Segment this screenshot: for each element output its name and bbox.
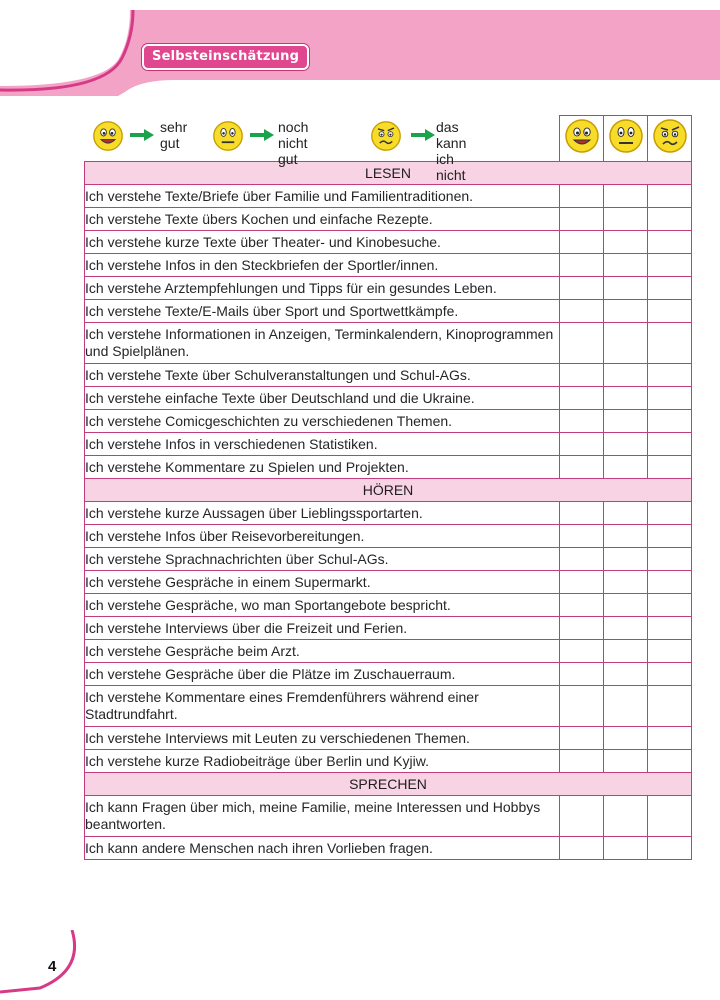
section-title: LESEN bbox=[85, 162, 692, 185]
table-body bbox=[85, 162, 692, 860]
rating-cell-happy[interactable] bbox=[560, 254, 604, 277]
statement-text: Ich verstehe Texte über Schulveranstaltungen und Schul-AGs. bbox=[85, 364, 560, 387]
rating-cell-neutral[interactable] bbox=[604, 277, 648, 300]
statement-text: Ich verstehe Infos über Reisevorbereitungen. bbox=[85, 525, 560, 548]
rating-cell-confused[interactable] bbox=[648, 617, 692, 640]
rating-cell-happy[interactable] bbox=[560, 525, 604, 548]
rating-cell-happy[interactable] bbox=[560, 185, 604, 208]
rating-cell-confused[interactable] bbox=[648, 433, 692, 456]
rating-cell-happy[interactable] bbox=[560, 663, 604, 686]
confused-face-icon bbox=[652, 118, 688, 154]
section-header-row bbox=[85, 162, 692, 185]
neutral-face-icon bbox=[212, 120, 244, 152]
statement-text: Ich verstehe einfache Texte über Deutschland und die Ukraine. bbox=[85, 387, 560, 410]
legend-text-good: sehr gut bbox=[160, 119, 188, 151]
section-badge: Selbsteinschätzung bbox=[142, 44, 309, 70]
rating-cell-confused[interactable] bbox=[648, 571, 692, 594]
rating-cell-neutral[interactable] bbox=[604, 323, 648, 364]
table-row bbox=[85, 185, 692, 208]
rating-cell-happy[interactable] bbox=[560, 456, 604, 479]
rating-cell-neutral[interactable] bbox=[604, 663, 648, 686]
rating-cell-confused[interactable] bbox=[648, 231, 692, 254]
rating-cell-confused[interactable] bbox=[648, 750, 692, 773]
rating-cell-confused[interactable] bbox=[648, 640, 692, 663]
rating-cell-neutral[interactable] bbox=[604, 727, 648, 750]
rating-cell-neutral[interactable] bbox=[604, 796, 648, 837]
rating-cell-neutral[interactable] bbox=[604, 300, 648, 323]
rating-cell-confused[interactable] bbox=[648, 323, 692, 364]
table-row bbox=[85, 387, 692, 410]
arrow-right-icon bbox=[249, 128, 275, 142]
table-row bbox=[85, 796, 692, 837]
rating-cell-confused[interactable] bbox=[648, 594, 692, 617]
section-title: SPRECHEN bbox=[85, 773, 692, 796]
rating-cell-confused[interactable] bbox=[648, 525, 692, 548]
table-row bbox=[85, 548, 692, 571]
table-row bbox=[85, 750, 692, 773]
statement-text: Ich verstehe Interviews über die Freizeit und Ferien. bbox=[85, 617, 560, 640]
statement-text: Ich verstehe kurze Aussagen über Lieblingssportarten. bbox=[85, 502, 560, 525]
rating-cell-happy[interactable] bbox=[560, 686, 604, 727]
arrow-right-icon bbox=[410, 128, 436, 142]
table-row bbox=[85, 617, 692, 640]
rating-cell-neutral[interactable] bbox=[604, 617, 648, 640]
table-row bbox=[85, 254, 692, 277]
rating-cell-confused[interactable] bbox=[648, 686, 692, 727]
rating-cell-confused[interactable] bbox=[648, 548, 692, 571]
table-row bbox=[85, 571, 692, 594]
table-row bbox=[85, 663, 692, 686]
rating-cell-happy[interactable] bbox=[560, 837, 604, 860]
rating-cell-neutral[interactable] bbox=[604, 254, 648, 277]
rating-cell-happy[interactable] bbox=[560, 502, 604, 525]
rating-cell-neutral[interactable] bbox=[604, 750, 648, 773]
table-row bbox=[85, 502, 692, 525]
rating-cell-confused[interactable] bbox=[648, 410, 692, 433]
rating-cell-confused[interactable] bbox=[648, 727, 692, 750]
rating-cell-happy[interactable] bbox=[560, 571, 604, 594]
table-row bbox=[85, 323, 692, 364]
rating-cell-confused[interactable] bbox=[648, 277, 692, 300]
happy-face-icon bbox=[564, 118, 600, 154]
statement-text: Ich verstehe Kommentare eines Fremdenführers während einer Stadtrundfahrt. bbox=[85, 686, 560, 727]
table-row bbox=[85, 300, 692, 323]
rating-cell-neutral[interactable] bbox=[604, 387, 648, 410]
rating-cell-happy[interactable] bbox=[560, 796, 604, 837]
rating-cell-happy[interactable] bbox=[560, 594, 604, 617]
statement-text: Ich verstehe Texte/E-Mails über Sport und Sportwettkämpfe. bbox=[85, 300, 560, 323]
rating-cell-confused[interactable] bbox=[648, 185, 692, 208]
page-corner-curve bbox=[0, 930, 90, 1000]
column-neutral bbox=[604, 116, 648, 162]
table-row bbox=[85, 727, 692, 750]
table-row bbox=[85, 456, 692, 479]
table-row bbox=[85, 640, 692, 663]
rating-cell-confused[interactable] bbox=[648, 837, 692, 860]
rating-cell-happy[interactable] bbox=[560, 277, 604, 300]
legend-text-not-yet: noch nicht gut bbox=[278, 119, 309, 167]
table-row bbox=[85, 837, 692, 860]
statement-text: Ich kann andere Menschen nach ihren Vorlieben fragen. bbox=[85, 837, 560, 860]
rating-cell-happy[interactable] bbox=[560, 300, 604, 323]
table-row bbox=[85, 594, 692, 617]
table-row bbox=[85, 231, 692, 254]
rating-cell-neutral[interactable] bbox=[604, 640, 648, 663]
rating-cell-happy[interactable] bbox=[560, 433, 604, 456]
statement-text: Ich verstehe kurze Texte über Theater- und Kinobesuche. bbox=[85, 231, 560, 254]
rating-cell-confused[interactable] bbox=[648, 300, 692, 323]
rating-cell-happy[interactable] bbox=[560, 231, 604, 254]
arrow-right-icon bbox=[129, 128, 155, 142]
rating-cell-happy[interactable] bbox=[560, 208, 604, 231]
table-row bbox=[85, 277, 692, 300]
rating-cell-neutral[interactable] bbox=[604, 456, 648, 479]
rating-cell-confused[interactable] bbox=[648, 502, 692, 525]
rating-cell-happy[interactable] bbox=[560, 323, 604, 364]
rating-cell-neutral[interactable] bbox=[604, 185, 648, 208]
table-row bbox=[85, 433, 692, 456]
statement-text: Ich verstehe Gespräche in einem Supermarkt. bbox=[85, 571, 560, 594]
rating-cell-neutral[interactable] bbox=[604, 837, 648, 860]
rating-cell-confused[interactable] bbox=[648, 254, 692, 277]
rating-cell-neutral[interactable] bbox=[604, 364, 648, 387]
statement-text: Ich verstehe kurze Radiobeiträge über Berlin und Kyjiw. bbox=[85, 750, 560, 773]
statement-text: Ich verstehe Texte übers Kochen und einfache Rezepte. bbox=[85, 208, 560, 231]
page-number: 4 bbox=[48, 958, 57, 975]
rating-cell-happy[interactable] bbox=[560, 617, 604, 640]
section-header-row bbox=[85, 479, 692, 502]
rating-cell-neutral[interactable] bbox=[604, 410, 648, 433]
rating-cell-neutral[interactable] bbox=[604, 686, 648, 727]
rating-cell-happy[interactable] bbox=[560, 750, 604, 773]
self-assessment-table bbox=[84, 115, 692, 860]
rating-cell-confused[interactable] bbox=[648, 456, 692, 479]
rating-cell-happy[interactable] bbox=[560, 410, 604, 433]
section-title: HÖREN bbox=[85, 479, 692, 502]
legend-text-cannot: das kann ich nicht bbox=[436, 119, 467, 183]
rating-cell-happy[interactable] bbox=[560, 727, 604, 750]
section-header-row bbox=[85, 773, 692, 796]
rating-cell-neutral[interactable] bbox=[604, 502, 648, 525]
rating-cell-neutral[interactable] bbox=[604, 571, 648, 594]
statement-text: Ich verstehe Gespräche beim Arzt. bbox=[85, 640, 560, 663]
rating-cell-confused[interactable] bbox=[648, 208, 692, 231]
rating-cell-neutral[interactable] bbox=[604, 594, 648, 617]
rating-cell-confused[interactable] bbox=[648, 364, 692, 387]
table-row bbox=[85, 364, 692, 387]
rating-cell-happy[interactable] bbox=[560, 548, 604, 571]
statement-text: Ich verstehe Infos in verschiedenen Statistiken. bbox=[85, 433, 560, 456]
rating-cell-happy[interactable] bbox=[560, 387, 604, 410]
column-happy bbox=[560, 116, 604, 162]
rating-cell-neutral[interactable] bbox=[604, 433, 648, 456]
statement-text: Ich verstehe Texte/Briefe über Familie und Familientraditionen. bbox=[85, 185, 560, 208]
statement-text: Ich verstehe Kommentare zu Spielen und Projekten. bbox=[85, 456, 560, 479]
neutral-face-icon bbox=[608, 118, 644, 154]
confused-face-icon bbox=[370, 120, 402, 152]
table-row bbox=[85, 686, 692, 727]
rating-cell-happy[interactable] bbox=[560, 364, 604, 387]
rating-cell-confused[interactable] bbox=[648, 663, 692, 686]
statement-text: Ich kann Fragen über mich, meine Familie, meine Interessen und Hobbys beantworten. bbox=[85, 796, 560, 837]
statement-text: Ich verstehe Informationen in Anzeigen, Terminkalendern, Kinoprogrammen und Spielplänen. bbox=[85, 323, 560, 364]
column-confused bbox=[648, 116, 692, 162]
table-row bbox=[85, 410, 692, 433]
table-row bbox=[85, 525, 692, 548]
rating-cell-neutral[interactable] bbox=[604, 231, 648, 254]
rating-cell-happy[interactable] bbox=[560, 640, 604, 663]
statement-text: Ich verstehe Infos in den Steckbriefen der Sportler/innen. bbox=[85, 254, 560, 277]
statement-text: Ich verstehe Sprachnachrichten über Schul-AGs. bbox=[85, 548, 560, 571]
header-band bbox=[0, 0, 720, 96]
statement-text: Ich verstehe Gespräche, wo man Sportangebote bespricht. bbox=[85, 594, 560, 617]
statement-text: Ich verstehe Interviews mit Leuten zu verschiedenen Themen. bbox=[85, 727, 560, 750]
statement-text: Ich verstehe Comicgeschichten zu verschiedenen Themen. bbox=[85, 410, 560, 433]
table-row bbox=[85, 208, 692, 231]
rating-cell-neutral[interactable] bbox=[604, 525, 648, 548]
rating-cell-confused[interactable] bbox=[648, 796, 692, 837]
rating-cell-neutral[interactable] bbox=[604, 548, 648, 571]
statement-text: Ich verstehe Gespräche über die Plätze im Zuschauerraum. bbox=[85, 663, 560, 686]
happy-face-icon bbox=[92, 120, 124, 152]
rating-cell-neutral[interactable] bbox=[604, 208, 648, 231]
rating-cell-confused[interactable] bbox=[648, 387, 692, 410]
statement-text: Ich verstehe Arztempfehlungen und Tipps für ein gesundes Leben. bbox=[85, 277, 560, 300]
